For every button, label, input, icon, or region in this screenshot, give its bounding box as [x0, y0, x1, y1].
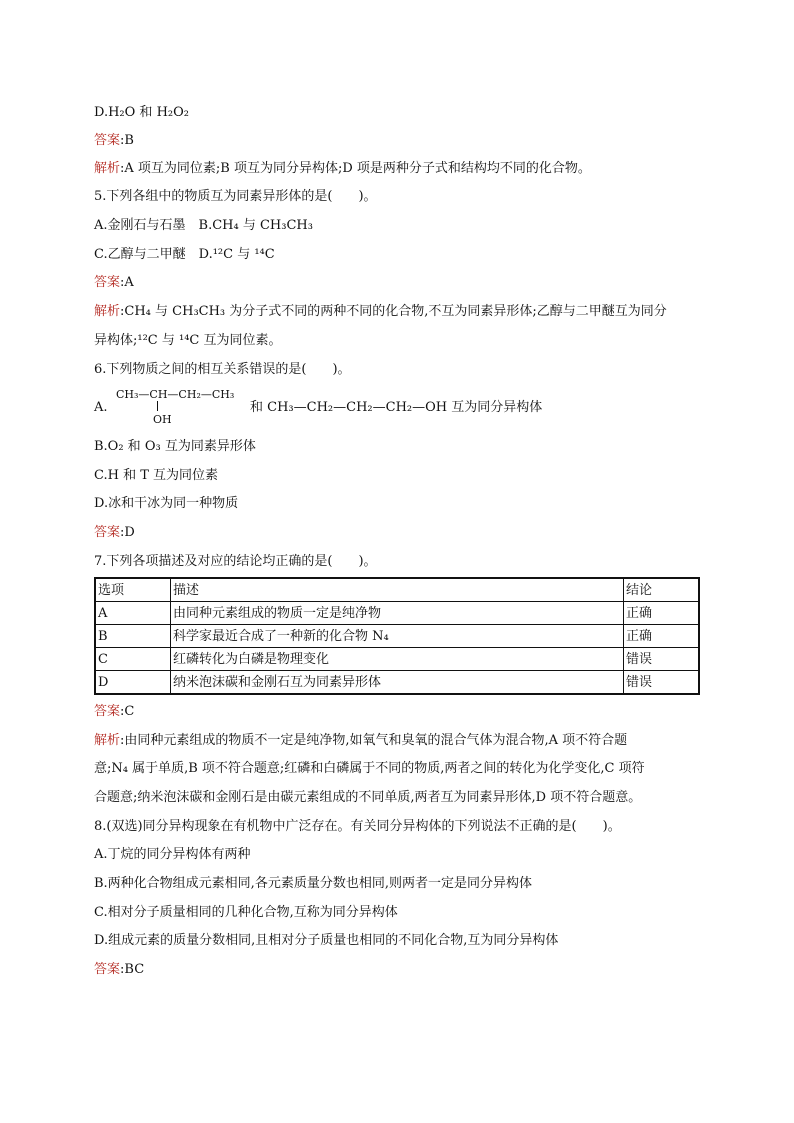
explanation-label: 解析	[94, 733, 121, 748]
structure-oh: OH	[153, 413, 172, 426]
explanation-line	[94, 162, 591, 175]
answer-line	[94, 134, 134, 147]
table-row	[95, 671, 699, 695]
table-cell: D	[95, 671, 171, 695]
q7-table	[94, 577, 700, 695]
table-header-cell: 结论	[624, 578, 700, 602]
table-cell: 科学家最近合成了一种新的化合物 N₄	[171, 625, 624, 648]
answer-value: :BC	[120, 962, 145, 977]
q5-options-ab: A.金刚石与石墨 B.CH₄ 与 CH₃CH₃	[94, 218, 313, 233]
answer-value: :B	[120, 133, 134, 148]
q5-explanation-line-1	[94, 305, 667, 318]
answer-value: :D	[120, 525, 135, 540]
table-cell: A	[95, 602, 171, 625]
option-d-line: D.H₂O 和 H₂O₂	[94, 105, 189, 120]
q6-option-a-prefix: A.	[94, 400, 108, 415]
structure-bond	[157, 401, 158, 411]
explanation-label: 解析	[94, 161, 121, 176]
table-cell: C	[95, 648, 171, 671]
q7-explanation-line-1	[94, 734, 627, 747]
explanation-text: :由同种元素组成的物质不一定是纯净物,如氧气和臭氧的混合气体为混合物,A 项不符合题	[120, 733, 628, 748]
answer-label: 答案	[94, 133, 121, 148]
answer-value: :A	[120, 275, 134, 290]
q5-explanation-line-2: 异构体;¹²C 与 ¹⁴C 互为同位素。	[94, 333, 282, 348]
table-cell: 正确	[624, 625, 700, 648]
table-cell: 错误	[624, 671, 700, 695]
q7-explanation-line-2: 意;N₄ 属于单质,B 项不符合题意;红磷和白磷属于不同的物质,两者之间的转化为化学变化,C 项符	[94, 761, 645, 776]
q5-options-cd: C.乙醇与二甲醚 D.¹²C 与 ¹⁴C	[94, 247, 275, 262]
answer-label: 答案	[94, 525, 121, 540]
q6-answer-line	[94, 526, 135, 539]
q6-option-d: D.冰和干冰为同一种物质	[94, 496, 239, 511]
answer-label: 答案	[94, 704, 121, 719]
table-header-row	[95, 578, 699, 602]
table-row	[95, 648, 699, 671]
answer-label: 答案	[94, 962, 121, 977]
structure-chain: CH₃—CH—CH₂—CH₃	[116, 388, 235, 401]
q8-answer-line	[94, 963, 144, 976]
q7-answer-line	[94, 705, 134, 718]
question-5: 5.下列各组中的物质互为同素异形体的是( )。	[94, 189, 377, 204]
q8-option-d: D.组成元素的质量分数相同,且相对分子质量也相同的不同化合物,互为同分异构体	[94, 933, 559, 948]
table-cell: 正确	[624, 602, 700, 625]
table-cell: 错误	[624, 648, 700, 671]
structural-formula-2-butanol	[116, 389, 248, 429]
q6-option-c: C.H 和 T 互为同位素	[94, 468, 219, 483]
q6-option-a-text: 和 CH₃—CH₂—CH₂—CH₂—OH 互为同分异构体	[250, 400, 543, 415]
table-cell: 由同种元素组成的物质一定是纯净物	[171, 602, 624, 625]
question-6: 6.下列物质之间的相互关系错误的是( )。	[94, 362, 351, 377]
table-row	[95, 602, 699, 625]
question-8: 8.(双选)同分异构现象在有机物中广泛存在。有关同分异构体的下列说法不正确的是( )。	[94, 819, 621, 834]
table-header-cell: 描述	[171, 578, 624, 602]
table-row	[95, 625, 699, 648]
q8-option-b: B.两种化合物组成元素相同,各元素质量分数也相同,则两者一定是同分异构体	[94, 876, 532, 891]
q6-option-b: B.O₂ 和 O₃ 互为同素异形体	[94, 439, 256, 454]
q5-answer-line	[94, 276, 134, 289]
q8-option-c: C.相对分子质量相同的几种化合物,互称为同分异构体	[94, 905, 398, 920]
answer-value: :C	[120, 704, 135, 719]
answer-label: 答案	[94, 275, 121, 290]
q8-option-a: A.丁烷的同分异构体有两种	[94, 847, 251, 862]
table-cell: B	[95, 625, 171, 648]
q7-explanation-line-3: 合题意;纳米泡沫碳和金刚石是由碳元素组成的不同单质,两者互为同素异形体,D 项不符合题意。	[94, 790, 642, 805]
explanation-text: :A 项互为同位素;B 项互为同分异构体;D 项是两种分子式和结构均不同的化合物。	[120, 161, 591, 176]
explanation-label: 解析	[94, 304, 121, 319]
question-7: 7.下列各项描述及对应的结论均正确的是( )。	[94, 554, 377, 569]
explanation-text: :CH₄ 与 CH₃CH₃ 为分子式不同的两种不同的化合物,不互为同素异形体;乙醇与二甲醚互为同分	[120, 304, 667, 319]
table-cell: 红磷转化为白磷是物理变化	[171, 648, 624, 671]
table-header-cell: 选项	[95, 578, 171, 602]
table-cell: 纳米泡沫碳和金刚石互为同素异形体	[171, 671, 624, 695]
